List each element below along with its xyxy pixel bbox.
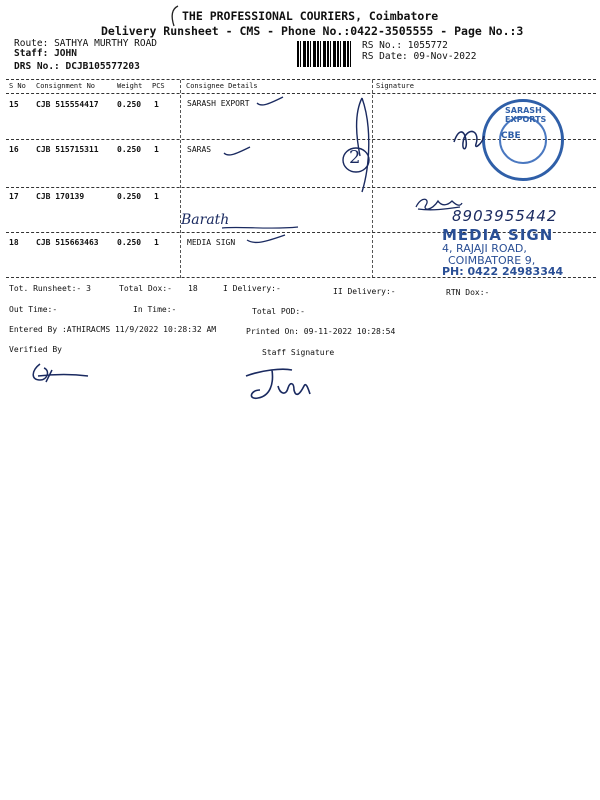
row-16-rule <box>6 187 596 188</box>
row-15-signature <box>450 122 486 158</box>
col-pcs: PCS <box>152 82 165 90</box>
row-15-sno: 15 <box>9 100 19 109</box>
tick-mark-row-15 <box>255 95 285 109</box>
table-header-rule <box>6 93 596 94</box>
row-16-weight: 0.250 <box>117 145 142 154</box>
circled-number: 2 <box>349 147 361 168</box>
in-time-label: In Time:- <box>133 305 177 314</box>
row-17-pcs: 1 <box>154 192 159 201</box>
total-pod-label: Total POD:- <box>252 307 305 316</box>
col-divider-consignee <box>180 80 181 278</box>
receiver-underline <box>220 224 300 232</box>
row-16-consignee: SARAS <box>187 145 212 154</box>
row-18-weight: 0.250 <box>117 238 142 247</box>
company-title: THE PROFESSIONAL COURIERS, Coimbatore <box>182 9 439 23</box>
row-15-consignment: CJB 515554417 <box>36 100 99 109</box>
row-17-weight: 0.250 <box>117 192 142 201</box>
handwritten-phone: 8903955442 <box>452 207 558 225</box>
rs-no-value: 1055772 <box>407 40 448 51</box>
stamp-center-text: CBE <box>501 131 521 141</box>
media-stamp-address-2: COIMBATORE 9, <box>448 254 536 267</box>
out-time-label: Out Time:- <box>9 305 58 314</box>
row-17-consignment: CJB 170139 <box>36 192 85 201</box>
stamp-ring-text: SARASH EXPORTS <box>505 106 547 124</box>
drs-label: DRS No.: <box>14 61 60 72</box>
drs-value: DCJB105577203 <box>65 61 140 72</box>
col-consignment: Consignment No <box>36 82 96 90</box>
rs-date-label: RS Date: <box>362 51 408 62</box>
media-stamp-address-1: 4, RAJAJI ROAD, <box>442 242 527 255</box>
staff-signature-label: Staff Signature <box>262 348 335 357</box>
entered-by: Entered By :ATHIRACMS 11/9/2022 10:28:32 AM <box>9 325 217 334</box>
drs-line <box>14 61 140 72</box>
col-sno: S No <box>9 82 26 90</box>
rs-date-line <box>362 51 476 62</box>
tick-mark-row-16 <box>222 145 252 159</box>
barcode <box>297 41 353 67</box>
sarash-company-stamp <box>482 99 564 181</box>
row-18-sno: 18 <box>9 238 19 247</box>
col-signature: Signature <box>376 82 414 90</box>
staff-signature <box>242 360 314 406</box>
row-15-consignee: SARASH EXPORT <box>187 99 250 108</box>
rs-date-value: 09-Nov-2022 <box>413 51 477 62</box>
rs-no-line <box>362 40 448 51</box>
tick-mark-row-18 <box>245 232 287 246</box>
rtn-dox-label: RTN Dox:- <box>446 288 490 297</box>
total-dox-label: Total Dox:- <box>119 284 172 293</box>
row-15-weight: 0.250 <box>117 100 142 109</box>
row-16-sno: 16 <box>9 145 19 154</box>
tot-runsheet: Tot. Runsheet:- 3 <box>9 284 91 293</box>
row-16-consignment: CJB 515715311 <box>36 145 99 154</box>
col-weight: Weight <box>117 82 143 90</box>
col-consignee: Consignee Details <box>186 82 258 90</box>
total-dox-value: 18 <box>188 284 198 293</box>
staff-value: JOHN <box>54 48 77 59</box>
runsheet-subtitle: Delivery Runsheet - CMS - Phone No.:0422-3505555 - Page No.:3 <box>101 24 524 38</box>
table-top-rule <box>6 79 596 80</box>
printed-on: Printed On: 09-11-2022 10:28:54 <box>246 327 396 336</box>
row-18-pcs: 1 <box>154 238 159 247</box>
row-16-pcs: 1 <box>154 145 159 154</box>
staff-line <box>14 48 77 59</box>
row-18-consignee: MEDIA SIGN <box>187 238 236 247</box>
row-15-pcs: 1 <box>154 100 159 109</box>
row-17-sno: 17 <box>9 192 19 201</box>
media-stamp-name: MEDIA SIGN <box>442 226 554 244</box>
staff-label: Staff: <box>14 48 49 59</box>
i-delivery-label: I Delivery:- <box>223 284 281 293</box>
handwritten-receiver-name: Barath <box>181 212 230 228</box>
top-pen-mark <box>166 4 186 28</box>
route-label: Route: <box>14 38 49 49</box>
rs-no-label: RS No.: <box>362 40 403 51</box>
media-stamp-phone: PH: 0422 24983344 <box>442 265 564 278</box>
verified-by-signature <box>26 360 92 386</box>
route-value: SATHYA MURTHY ROAD <box>54 38 158 49</box>
row-18-consignment: CJB 515663463 <box>36 238 99 247</box>
verified-by-label: Verified By <box>9 345 62 354</box>
ii-delivery-label: II Delivery:- <box>333 287 396 296</box>
bracket-mark <box>336 96 376 194</box>
